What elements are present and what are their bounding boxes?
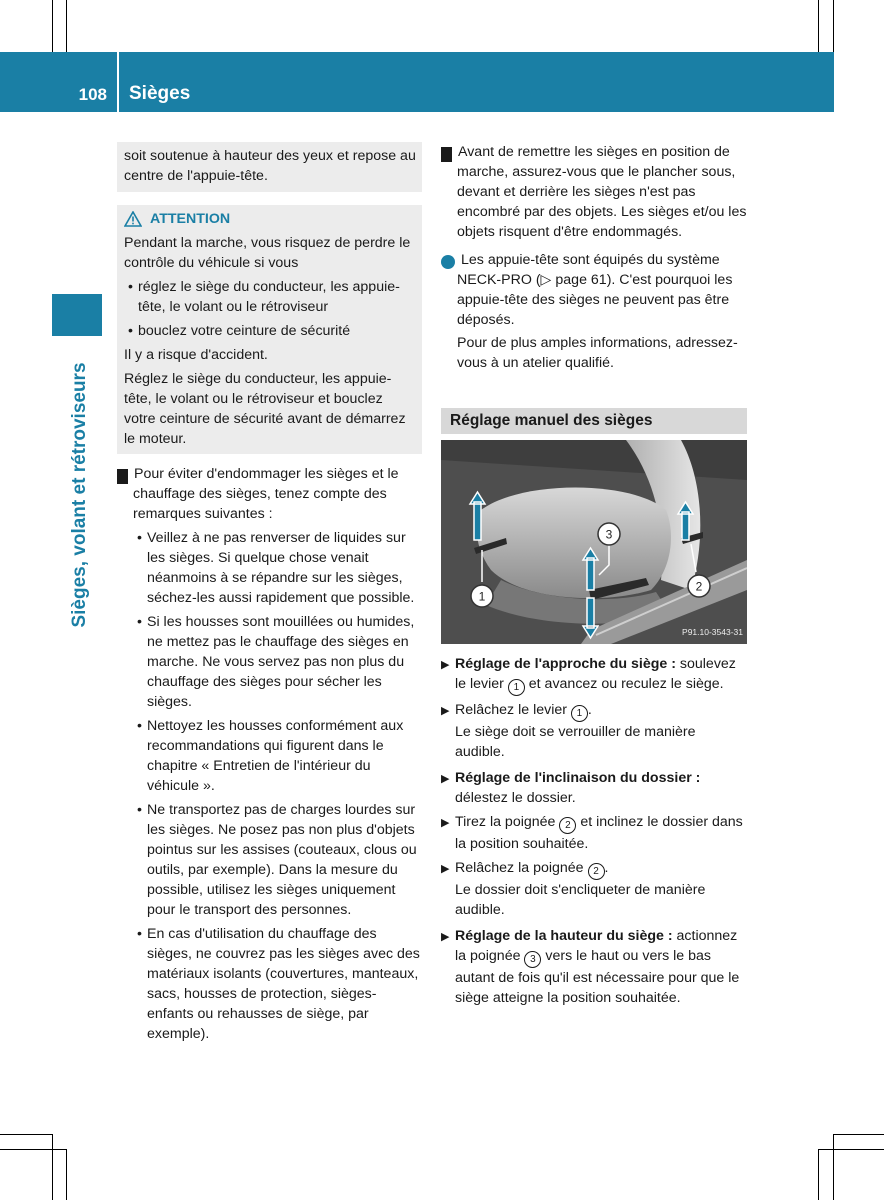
caution-bullet: • Nettoyez les housses conformément aux recommandations qui figurent dans le chapitre « Entretien de l'intérieur du véhicule ». [133, 716, 422, 796]
step-arrow-icon: ▶ [441, 817, 450, 829]
step-item [441, 858, 747, 920]
crop-mark [818, 1149, 884, 1150]
callout-3: 3 [605, 527, 613, 542]
step-item [441, 926, 747, 1008]
crop-mark [818, 0, 819, 52]
caution-bullet-text: Ne transportez pas de charges lourdes sur les sièges. Ne posez pas non plus d'objets pointus sur les assises (couteaux, clous ou outils, par exemple). Dans la mesure du possible, utilisez les sièges uniquement pour le transport des personnes. [147, 802, 417, 918]
side-tab [52, 294, 102, 336]
step-item [441, 812, 747, 854]
side-chapter-label: Sièges, volant et rétroviseurs [69, 362, 90, 628]
step-text: Relâchez la poignée [455, 860, 588, 876]
caution-bullet-text: Nettoyez les housses conformément aux recommandations qui figurent dans le chapitre « Entretien de l'intérieur du véhicule ». [147, 718, 404, 794]
page-number: 108 [78, 85, 107, 104]
crop-mark [833, 0, 834, 52]
crop-mark [833, 1134, 884, 1135]
info-icon: i [441, 255, 455, 269]
crop-mark [52, 1134, 53, 1200]
step-bold: Réglage de l'approche du siège : [455, 656, 676, 672]
step-text: vers le haut ou vers le bas autant de fois qu'il est nécessaire pour que le siège atteigne la position souhaitée. [455, 948, 740, 1006]
callout-ref: 2 [588, 863, 605, 880]
warning-bullet: • bouclez votre ceinture de sécurité [128, 323, 351, 339]
step-text: et inclinez le dossier dans la position souhaitée. [455, 814, 743, 852]
step-result: Le dossier doit s'encliqueter de manière audible. [455, 882, 706, 918]
warning-risk: Il y a risque d'accident. [124, 347, 268, 363]
info-note-2: Pour de plus amples informations, adressez-vous à un atelier qualifié. [457, 335, 738, 371]
caution-intro [112, 464, 422, 524]
crop-mark [66, 1149, 67, 1200]
continued-note-text: soit soutenue à hauteur des yeux et repose au centre de l'appuie-tête. [124, 148, 416, 184]
header-title-bar [119, 52, 834, 112]
exclamation-icon: ! [441, 147, 452, 162]
crop-mark [833, 1134, 834, 1200]
step-text: actionnez la poignée [455, 928, 738, 964]
seat-illustration [441, 440, 747, 644]
step-text: délestez le dossier. [455, 790, 576, 806]
caution-bullet: • En cas d'utilisation du chauffage des sièges, ne couvrez pas les sièges avec des matériaux isolants (couvertures, manteaux, sacs, housses de protection, sièges-enfants ou rehausses de siège, par exemple). [133, 924, 422, 1044]
callout-ref: 1 [508, 679, 525, 696]
caution-bullet-text: Veillez à ne pas renverser de liquides sur les sièges. Si quelque chose venait néanmoins à se répandre sur les sièges, séchez-les aussi rapidement que possible. [147, 530, 415, 606]
callout-1: 1 [478, 589, 486, 604]
caution-intro-text: Pour éviter d'endommager les sièges et le chauffage des sièges, tenez compte des remarques suivantes : [133, 466, 399, 522]
callout-ref: 2 [559, 817, 576, 834]
crop-mark [0, 1149, 66, 1150]
callout-ref: 3 [524, 951, 541, 968]
warning-intro: Pendant la marche, vous risquez de perdre le contrôle du véhicule si vous [124, 235, 411, 271]
crop-mark [0, 1134, 52, 1135]
caution-bullet: • Ne transportez pas de charges lourdes sur les sièges. Ne posez pas non plus d'objets pointus sur les assises (couteaux, clous ou outils, par exemple). Dans la mesure du possible, utilisez les sièges uniquement pour le transport des personnes. [133, 800, 422, 920]
left-column [112, 142, 422, 1044]
step-arrow-icon: ▶ [441, 863, 450, 875]
step-result: Le siège doit se verrouiller de manière audible. [455, 724, 696, 760]
caution-list [117, 528, 422, 1044]
warning-title: ATTENTION [150, 211, 231, 227]
step-text: . [587, 702, 592, 718]
caution2 [436, 142, 747, 242]
section-heading: Réglage manuel des sièges [441, 408, 747, 434]
callout-ref: 1 [571, 705, 588, 722]
step-text: . [604, 860, 609, 876]
caution-bullet: • Veillez à ne pas renverser de liquides sur les sièges. Si quelque chose venait néanmoins à se répandre sur les sièges, séchez-les aussi rapidement que possible. [133, 528, 422, 608]
step-arrow-icon: ▶ [441, 773, 450, 785]
figure-reference: P91.10-3543-31 [682, 627, 743, 637]
steps-list [441, 654, 747, 1008]
step-item [441, 768, 747, 808]
step-item [441, 654, 747, 696]
crop-mark [66, 0, 67, 52]
step-text: soulevez le levier [455, 656, 736, 692]
warning-heading [124, 209, 416, 229]
caution-block [112, 464, 422, 1044]
callout-2: 2 [695, 579, 703, 594]
step-arrow-icon: ▶ [441, 659, 450, 671]
caution-bullet: • Si les housses sont mouillées ou humides, ne mettez pas le chauffage des sièges en marche. Ne vous servez pas non plus du chauffage des sièges pour sécher les sièges. [133, 612, 422, 712]
warning-advice: Réglez le siège du conducteur, les appuie-tête, le volant ou le rétroviseur et bouclez votre ceinture de sécurité avant de démarrez le moteur. [124, 371, 406, 447]
exclamation-icon: ! [117, 469, 128, 484]
info-text: Les appuie-tête sont équipés du système NECK-PRO (▷ page 61). C'est pourquoi les appuie-tête des sièges ne peuvent pas être déposés. [457, 252, 733, 328]
warning-bullet: • réglez le siège du conducteur, les appuie-tête, le volant ou le rétroviseur [124, 277, 416, 317]
step-text: Tirez la poignée [455, 814, 560, 830]
step-text: Relâchez le levier [455, 702, 571, 718]
page-title: Sièges [129, 83, 191, 104]
step-bold: Réglage de l'inclinaison du dossier : [455, 770, 701, 786]
warning-bullet-text: bouclez votre ceinture de sécurité [138, 323, 351, 339]
crop-mark [52, 0, 53, 52]
crop-mark [818, 1149, 819, 1200]
caution2-text: Avant de remettre les sièges en position de marche, assurez-vous que le plancher sous, devant et derrière les sièges n'est pas encombré par des objets. Les sièges et/ou les objets risquent d'être endommagés. [457, 144, 747, 240]
step-bold: Réglage de la hauteur du siège : [455, 928, 673, 944]
warning-bullet-text: réglez le siège du conducteur, les appuie-tête, le volant ou le rétroviseur [138, 279, 400, 315]
continued-note [117, 142, 422, 192]
warning-triangle-icon [124, 211, 142, 227]
warning-box [117, 205, 422, 454]
right-column [436, 142, 747, 1008]
page-header [0, 52, 834, 112]
step-item [441, 700, 747, 762]
info-note [438, 250, 747, 330]
seat-figure [441, 440, 747, 644]
page-number-box [0, 52, 117, 112]
step-arrow-icon: ▶ [441, 705, 450, 717]
caution-bullet-text: En cas d'utilisation du chauffage des sièges, ne couvrez pas les sièges avec des matériaux isolants (couvertures, manteaux, sacs, housses de protection, sièges-enfants ou rehausses de siège, par exemple). [147, 926, 420, 1042]
step-text: et avancez ou reculez le siège. [524, 676, 724, 692]
caution-bullet-text: Si les housses sont mouillées ou humides, ne mettez pas le chauffage des sièges en marche. Ne vous servez pas non plus du chauffage des sièges pour sécher les sièges. [147, 614, 415, 710]
step-arrow-icon: ▶ [441, 931, 450, 943]
